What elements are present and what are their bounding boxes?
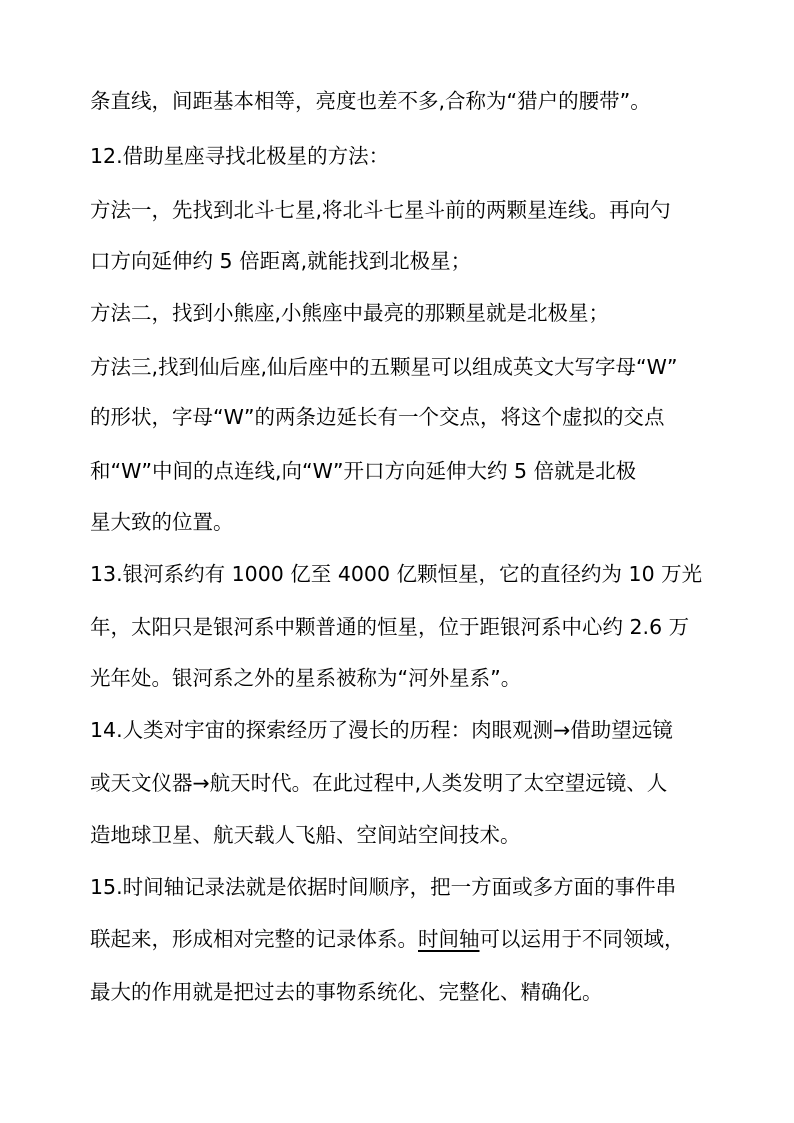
- item-12-heading: 12.借助星座寻找北极星的方法：: [90, 144, 390, 168]
- underlined-term: 时间轴: [418, 927, 480, 951]
- text-line: 口方向延伸约 5 倍距离,就能找到北极星；: [90, 249, 472, 273]
- text-segment: 可以运用于不同领域，: [479, 927, 685, 951]
- text-segment: 联起来，形成相对完整的记录体系。: [90, 927, 418, 951]
- text-line: 造地球卫星、航天载人飞船、空间站空间技术。: [90, 823, 521, 847]
- text-line: 最大的作用就是把过去的事物系统化、完整化、精确化。: [90, 980, 603, 1004]
- text-line: 方法二，找到小熊座,小熊座中最亮的那颗星就是北极星；: [90, 301, 610, 325]
- text-line: 光年处。银河系之外的星系被称为“河外星系”。: [90, 666, 522, 690]
- text-line: 年，太阳只是银河系中颗普通的恒星，位于距银河系中心约 2.6 万: [90, 615, 690, 639]
- text-line: 或天文仪器→航天时代。在此过程中,人类发明了太空望远镜、人: [90, 771, 668, 795]
- text-line: 星大致的位置。: [90, 510, 234, 534]
- item-15-text: 15.时间轴记录法就是依据时间顺序，把一方面或多方面的事件串: [90, 875, 677, 899]
- text-line: 方法一，先找到北斗七星,将北斗七星斗前的两颗星连线。再向勺: [90, 198, 671, 222]
- item-14-text: 14.人类对宇宙的探索经历了漫长的历程：肉眼观测→借助望远镜: [90, 718, 673, 742]
- item-13-text: 13.银河系约有 1000 亿至 4000 亿颗恒星，它的直径约为 10 万光: [90, 562, 703, 586]
- text-line: [90, 926, 685, 952]
- text-line: 方法三,找到仙后座,仙后座中的五颗星可以组成英文大写字母“W”: [90, 355, 678, 379]
- text-line: 和“W”中间的点连线,向“W”开口方向延伸大约 5 倍就是北极: [90, 459, 637, 483]
- text-line: 的形状，字母“W”的两条边延长有一个交点，将这个虚拟的交点: [90, 405, 665, 429]
- text-line: 条直线，间距基本相等，亮度也差不多,合称为“猎户的腰带”。: [90, 89, 651, 113]
